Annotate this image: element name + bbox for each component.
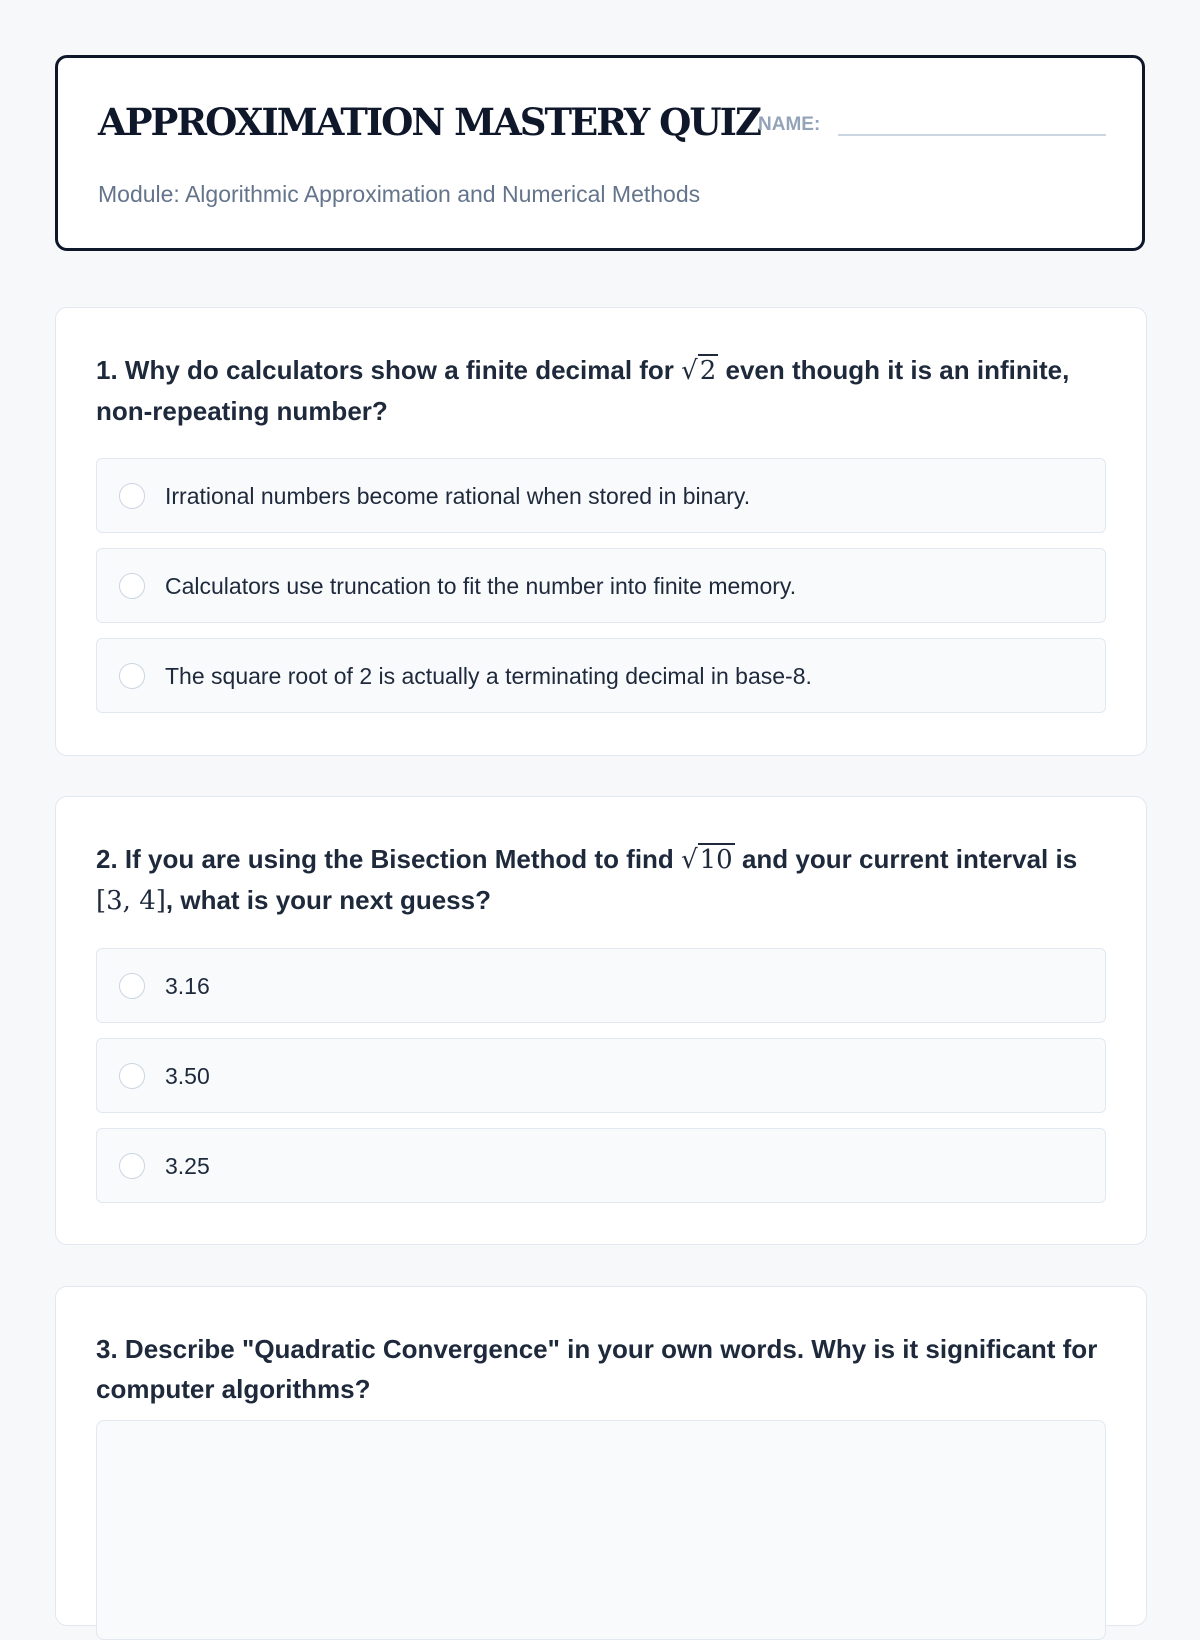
question-card-3: [55, 1286, 1147, 1626]
option-label: Calculators use truncation to fit the number into finite memory.: [165, 573, 797, 599]
question-card-1: [55, 307, 1147, 756]
question-card-2: [55, 796, 1147, 1245]
sqrt-expression: [681, 843, 735, 875]
question-text-after: even though it is an infinite, non-repeating number?: [96, 355, 1070, 426]
answer-option[interactable]: [96, 458, 1106, 533]
question-text: [96, 839, 1110, 921]
sqrt-radicand: 10: [699, 845, 733, 875]
question-text: [96, 1329, 1110, 1409]
answer-option[interactable]: [96, 638, 1106, 713]
answer-option[interactable]: [96, 1128, 1106, 1203]
option-label: The square root of 2 is actually a terminating decimal in base-8.: [165, 663, 812, 689]
sqrt-expression: [681, 354, 718, 386]
question-text-before: Why do calculators show a finite decimal for: [124, 355, 674, 385]
option-label: Irrational numbers become rational when stored in binary.: [165, 483, 751, 509]
radio-button[interactable]: [119, 573, 145, 599]
answer-textarea[interactable]: [96, 1420, 1106, 1640]
quiz-header: [55, 55, 1145, 251]
radio-button[interactable]: [119, 483, 145, 509]
option-label: 3.25: [165, 1153, 210, 1179]
radio-button[interactable]: [119, 663, 145, 689]
question-text: [96, 350, 1110, 431]
question-number: 2.: [96, 844, 118, 874]
question-text-body: Describe "Quadratic Convergence" in your own words. Why is it significant for computer algorithms?: [96, 1334, 1098, 1404]
question-text-after: , what is your next guess?: [165, 885, 491, 915]
quiz-title: APPROXIMATION MASTERY QUIZ: [98, 100, 760, 144]
answer-option[interactable]: [96, 948, 1106, 1023]
option-label: 3.16: [165, 973, 210, 999]
question-number: 3.: [96, 1334, 118, 1364]
name-label: NAME:: [758, 114, 821, 135]
radio-button[interactable]: [119, 1063, 145, 1089]
name-field[interactable]: [838, 134, 1106, 136]
question-text-before: If you are using the Bisection Method to find: [124, 844, 674, 874]
radio-button[interactable]: [119, 1153, 145, 1179]
module-subtitle: Module: Algorithmic Approximation and Numerical Methods: [98, 181, 701, 207]
option-label: 3.50: [165, 1063, 210, 1089]
interval-expression: [3, 4]: [96, 886, 166, 916]
answer-option[interactable]: [96, 1038, 1106, 1113]
answer-option[interactable]: [96, 548, 1106, 623]
radio-button[interactable]: [119, 973, 145, 999]
sqrt-icon: √: [681, 845, 698, 875]
question-text-middle: and your current interval is: [741, 844, 1078, 874]
question-number: 1.: [96, 355, 118, 385]
sqrt-icon: √: [681, 356, 698, 386]
sqrt-radicand: 2: [699, 356, 717, 386]
